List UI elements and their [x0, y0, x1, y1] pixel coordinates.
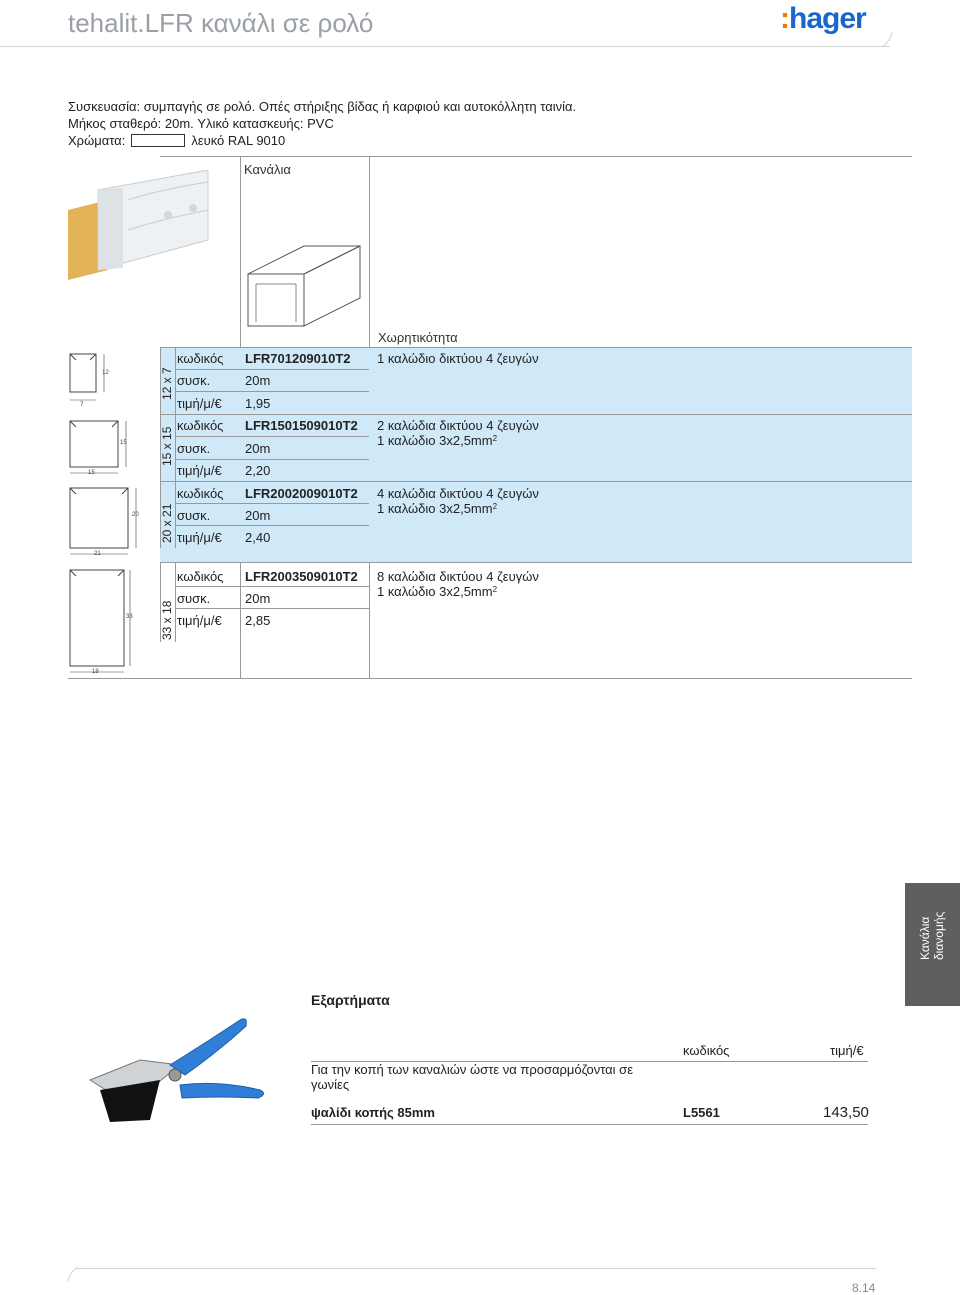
row-size-label: 20 x 21	[160, 503, 174, 543]
intro-length: Μήκος σταθερό: 20m. Υλικό κατασκευής: PVC	[68, 116, 334, 131]
size-cell-border	[175, 562, 176, 642]
row-size-label: 15 x 15	[160, 426, 174, 466]
capacity-line2: 1 καλώδιο $3x2,5mm^2$	[377, 433, 498, 448]
dim-width: 21	[94, 551, 101, 557]
dim-height: 15	[120, 440, 127, 446]
intro-packaging: Συσκευασία: συμπαγής σε ρολό. Οπές στήριξης βίδας ή καρφιού και αυτοκόλλητη ταινία.	[68, 99, 577, 114]
header-divider	[0, 46, 890, 47]
dim-height: 20	[132, 512, 139, 518]
product-code: LFR701209010T2	[245, 351, 351, 366]
pack-label: συσκ.	[177, 508, 211, 523]
accessory-name: ψαλίδι κοπής 85mm	[311, 1105, 435, 1120]
channel-sketch	[244, 244, 362, 328]
profile-15x15-icon	[66, 417, 136, 477]
section-side-tab-label: Κανάλια διανομής	[918, 911, 946, 960]
brand-logo	[780, 2, 866, 36]
channel-roll-photo	[68, 170, 214, 280]
pack-value: 20m	[245, 373, 271, 388]
code-label: κωδικός	[177, 486, 224, 501]
page-title: tehalit.LFR κανάλι σε ρολό	[68, 8, 374, 38]
accessory-code: L5561	[683, 1105, 720, 1120]
section-label-channels: Κανάλια	[244, 162, 291, 177]
row-rule	[160, 347, 912, 348]
table-top-rule	[160, 156, 912, 157]
price-value: 2,20	[245, 463, 271, 478]
price-label: τιμή/μ/€	[177, 463, 222, 478]
code-label: κωδικός	[177, 569, 224, 584]
profile-12x7-icon	[66, 350, 110, 408]
header-corner-icon	[880, 32, 894, 48]
pack-label: συσκ.	[177, 373, 211, 388]
field-rule	[175, 608, 369, 609]
colors-value: λευκό RAL 9010	[191, 133, 286, 148]
capacity-line1: 2 καλώδια δικτύου 4 ζευγών	[377, 418, 539, 433]
price-label: τιμή/μ/€	[177, 530, 222, 545]
brand-logo-text: hager	[789, 2, 866, 35]
profile-33x18-icon	[66, 566, 138, 678]
profile-20x21-icon	[66, 484, 146, 558]
price-label: τιμή/μ/€	[177, 396, 222, 411]
pack-value: 20m	[245, 441, 271, 456]
table-bottom-rule	[68, 678, 912, 679]
accessory-price: 143,50	[823, 1104, 869, 1121]
intro-colors	[68, 133, 285, 149]
pack-label: συσκ.	[177, 591, 211, 606]
capacity-line2: 1 καλώδιο $3x2,5mm^2$	[377, 584, 498, 599]
price-value: 2,85	[245, 613, 271, 628]
price-value: 1,95	[245, 396, 271, 411]
product-code: LFR2003509010T2	[245, 569, 358, 584]
capacity-line1: 8 καλώδια δικτύου 4 ζευγών	[377, 569, 539, 584]
footer-divider	[76, 1268, 876, 1269]
code-label: κωδικός	[177, 351, 224, 366]
row-size-label: 12 x 7	[160, 367, 174, 400]
price-label: τιμή/μ/€	[177, 613, 222, 628]
dim-height: 12	[102, 370, 109, 376]
dim-width: 7	[80, 402, 84, 408]
product-code: LFR1501509010T2	[245, 418, 358, 433]
accessories-col-price: τιμή/€	[830, 1043, 864, 1058]
size-cell-border	[175, 347, 176, 414]
size-cell-border	[175, 481, 176, 548]
capacity-line2: 1 καλώδιο $3x2,5mm^2$	[377, 501, 498, 516]
field-rule	[175, 436, 369, 437]
capacity-header: Χωρητικότητα	[378, 330, 458, 345]
product-code: LFR2002009010T2	[245, 486, 358, 501]
pack-value: 20m	[245, 508, 271, 523]
dim-width: 18	[92, 669, 99, 675]
dim-height: 33	[126, 614, 133, 620]
field-rule	[175, 503, 369, 504]
row-size-label: 33 x 18	[160, 600, 174, 640]
field-rule	[175, 391, 369, 392]
dim-width: 15	[88, 470, 95, 476]
price-value: 2,40	[245, 530, 271, 545]
row-rule	[160, 562, 912, 563]
field-rule	[175, 369, 369, 370]
field-rule	[175, 586, 369, 587]
colors-label: Χρώματα:	[68, 133, 126, 148]
accessory-description: Για την κοπή των καναλιών ώστε να προσαρμόζονται σε γωνίες	[311, 1062, 633, 1092]
capacity-line1: 1 καλώδιο δικτύου 4 ζευγών	[377, 351, 539, 366]
page-number: 8.14	[852, 1281, 876, 1295]
brand-logo-dots: :	[780, 2, 789, 35]
field-rule	[175, 459, 369, 460]
field-rule	[175, 525, 369, 526]
accessories-bottom-rule	[311, 1124, 868, 1125]
cutting-shears-photo	[70, 1010, 280, 1130]
highlight-band	[160, 347, 912, 562]
accessories-col-code: κωδικός	[683, 1043, 730, 1058]
row-rule	[160, 414, 912, 415]
pack-label: συσκ.	[177, 441, 211, 456]
size-cell-border	[175, 414, 176, 481]
row-rule	[160, 481, 912, 482]
color-swatch	[131, 134, 185, 147]
capacity-line1: 4 καλώδια δικτύου 4 ζευγών	[377, 486, 539, 501]
code-label: κωδικός	[177, 418, 224, 433]
pack-value: 20m	[245, 591, 271, 606]
accessories-title: Εξαρτήματα	[311, 992, 390, 1008]
